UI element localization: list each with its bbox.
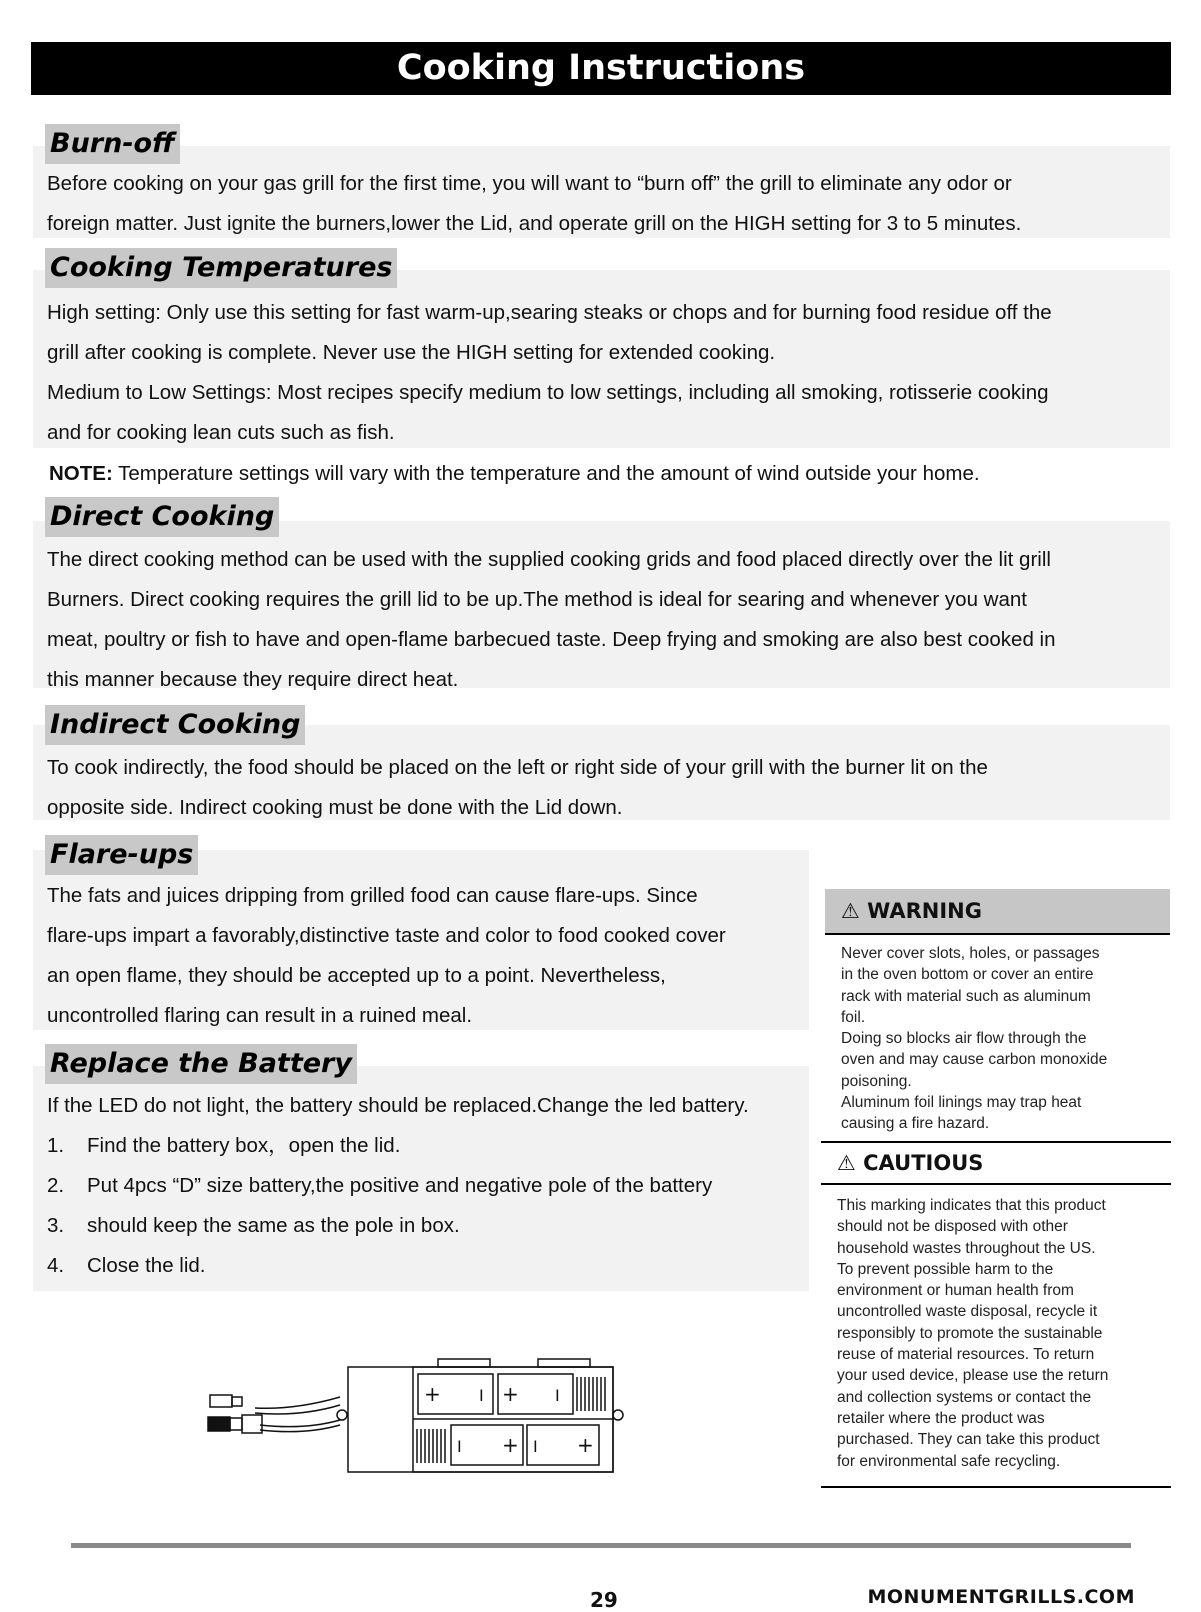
indirect-cooking-line-2: opposite side. Indirect cooking must be done with the Lid down.	[47, 796, 623, 819]
connector	[232, 1397, 242, 1406]
burn-off-heading: Burn-off	[45, 124, 180, 164]
replace-battery-intro: If the LED do not light, the battery should be replaced.Change the led battery.	[47, 1094, 749, 1117]
cooking-temperatures-heading: Cooking Temperatures	[45, 248, 397, 288]
step-number: 3.	[47, 1214, 65, 1237]
step-text: Find the battery box，open the lid.	[87, 1134, 401, 1157]
cooking-temperatures-line-2: grill after cooking is complete. Never use the HIGH setting for extended cooking.	[47, 341, 776, 364]
warning-line: poisoning.	[841, 1072, 912, 1090]
caution-line: household wastes throughout the US.	[837, 1239, 1096, 1257]
warning-line: oven and may cause carbon monoxide	[841, 1051, 1108, 1069]
warning-triangle-icon: ⚠	[841, 899, 860, 923]
cooking-temperatures-line-4: and for cooking lean cuts such as fish.	[47, 421, 395, 444]
minus-sign: I	[479, 1386, 484, 1405]
temperature-note	[49, 454, 980, 494]
direct-cooking-heading: Direct Cooking	[45, 497, 279, 537]
replace-battery-heading: Replace the Battery	[45, 1044, 357, 1084]
flare-ups-heading: Flare-ups	[45, 835, 198, 875]
note-label: NOTE:	[49, 462, 113, 485]
lid-clip	[438, 1359, 490, 1367]
cooking-temperatures-line-1: High setting: Only use this setting for fast warm-up,searing steaks or chops and for burning food residue off the	[47, 301, 1052, 324]
connector	[230, 1418, 242, 1430]
spring	[577, 1377, 605, 1411]
mounting-tab	[613, 1410, 623, 1420]
plus-sign: +	[502, 1382, 519, 1406]
battery-steps	[47, 1126, 712, 1286]
caution-line: purchased. They can take this product	[837, 1431, 1100, 1449]
step-number: 2.	[47, 1174, 65, 1197]
wire	[255, 1397, 340, 1408]
caution-text	[821, 1183, 1171, 1488]
caution-line: reuse of material resources. To return	[837, 1346, 1095, 1364]
page-number: 29	[590, 1588, 618, 1612]
flare-ups-line-2: flare-ups impart a favorably,distinctive taste and color to food cooked cover	[47, 924, 726, 947]
caution-line: should not be disposed with other	[837, 1218, 1068, 1236]
plus-sign: +	[502, 1433, 519, 1457]
connector	[242, 1415, 262, 1433]
caution-line: for environmental safe recycling.	[837, 1452, 1061, 1470]
page-title: Cooking Instructions	[31, 42, 1171, 95]
connector	[208, 1417, 230, 1431]
plus-sign: +	[577, 1433, 594, 1457]
caution-line: your used device, please use the return	[837, 1367, 1109, 1385]
direct-cooking-line-3: meat, poultry or fish to have and open-flame barbecued taste. Deep frying and smoking are also best cooked in	[47, 628, 1056, 651]
step-text: Close the lid.	[87, 1254, 206, 1277]
battery-step	[47, 1206, 712, 1246]
battery-step	[47, 1246, 712, 1286]
caution-line: and collection systems or contact the	[837, 1388, 1092, 1406]
direct-cooking-line-1: The direct cooking method can be used with the supplied cooking grids and food placed directly over the lit grill	[47, 548, 1051, 571]
caution-box	[821, 1141, 1171, 1488]
step-number: 4.	[47, 1254, 65, 1277]
caution-triangle-icon: ⚠	[837, 1151, 856, 1175]
warning-line: Aluminum foil linings may trap heat	[841, 1094, 1082, 1112]
plus-sign: +	[424, 1382, 441, 1406]
wire	[260, 1420, 340, 1427]
caution-line: To prevent possible harm to the	[837, 1260, 1054, 1278]
caution-title: CAUTIOUS	[863, 1151, 984, 1175]
minus-sign: I	[555, 1386, 560, 1405]
warning-title: WARNING	[867, 899, 982, 923]
flare-ups-line-3: an open flame, they should be accepted up to a point. Nevertheless,	[47, 964, 666, 987]
warning-header	[825, 889, 1170, 935]
caution-line: uncontrolled waste disposal, recycle it	[837, 1303, 1098, 1321]
caution-line: responsibly to promote the sustainable	[837, 1324, 1103, 1342]
note-text: Temperature settings will vary with the temperature and the amount of wind outside your home.	[112, 462, 980, 485]
caution-line: This marking indicates that this product	[837, 1197, 1106, 1214]
battery-step	[47, 1166, 712, 1206]
flare-ups-line-4: uncontrolled flaring can result in a ruined meal.	[47, 1004, 473, 1027]
step-text: should keep the same as the pole in box.	[87, 1214, 460, 1237]
warning-line: causing a fire hazard.	[841, 1115, 990, 1133]
indirect-cooking-heading: Indirect Cooking	[45, 705, 305, 745]
connector	[210, 1395, 232, 1407]
flare-ups-line-1: The fats and juices dripping from grilled food can cause flare-ups. Since	[47, 884, 698, 907]
warning-text	[825, 935, 1170, 1135]
step-number: 1.	[47, 1134, 65, 1157]
battery-box-diagram	[205, 1355, 625, 1480]
caution-line: environment or human health from	[837, 1282, 1074, 1300]
warning-line: rack with material such as aluminum	[841, 987, 1091, 1005]
footer-divider	[71, 1543, 1131, 1548]
warning-line: Never cover slots, holes, or passages	[841, 945, 1100, 962]
lid-clip	[538, 1359, 590, 1367]
warning-box	[825, 889, 1170, 1135]
warning-line: Doing so blocks air flow through the	[841, 1030, 1087, 1048]
spring	[417, 1429, 445, 1463]
battery-step	[47, 1126, 712, 1166]
direct-cooking-line-4: this manner because they require direct heat.	[47, 668, 459, 691]
caution-line: retailer where the product was	[837, 1409, 1045, 1427]
caution-header	[821, 1143, 1171, 1183]
website-link[interactable]: MONUMENTGRILLS.COM	[867, 1586, 1135, 1608]
mounting-tab	[337, 1410, 347, 1420]
warning-line: in the oven bottom or cover an entire	[841, 966, 1094, 984]
burn-off-line-1: Before cooking on your gas grill for the first time, you will want to “burn off” the grill to eliminate any odor or	[47, 172, 1012, 195]
warning-line: foil.	[841, 1008, 866, 1026]
burn-off-line-2: foreign matter. Just ignite the burners,lower the Lid, and operate grill on the HIGH setting for 3 to 5 minutes.	[47, 212, 1022, 235]
cooking-temperatures-line-3: Medium to Low Settings: Most recipes specify medium to low settings, including all smoking, rotisserie cooking	[47, 381, 1049, 404]
minus-sign: I	[457, 1437, 462, 1456]
direct-cooking-line-2: Burners. Direct cooking requires the grill lid to be up.The method is ideal for searing and whenever you want	[47, 588, 1027, 611]
indirect-cooking-line-1: To cook indirectly, the food should be placed on the left or right side of your grill with the burner lit on the	[47, 756, 988, 779]
minus-sign: I	[533, 1437, 538, 1456]
step-text: Put 4pcs “D” size battery,the positive and negative pole of the battery	[87, 1174, 713, 1197]
